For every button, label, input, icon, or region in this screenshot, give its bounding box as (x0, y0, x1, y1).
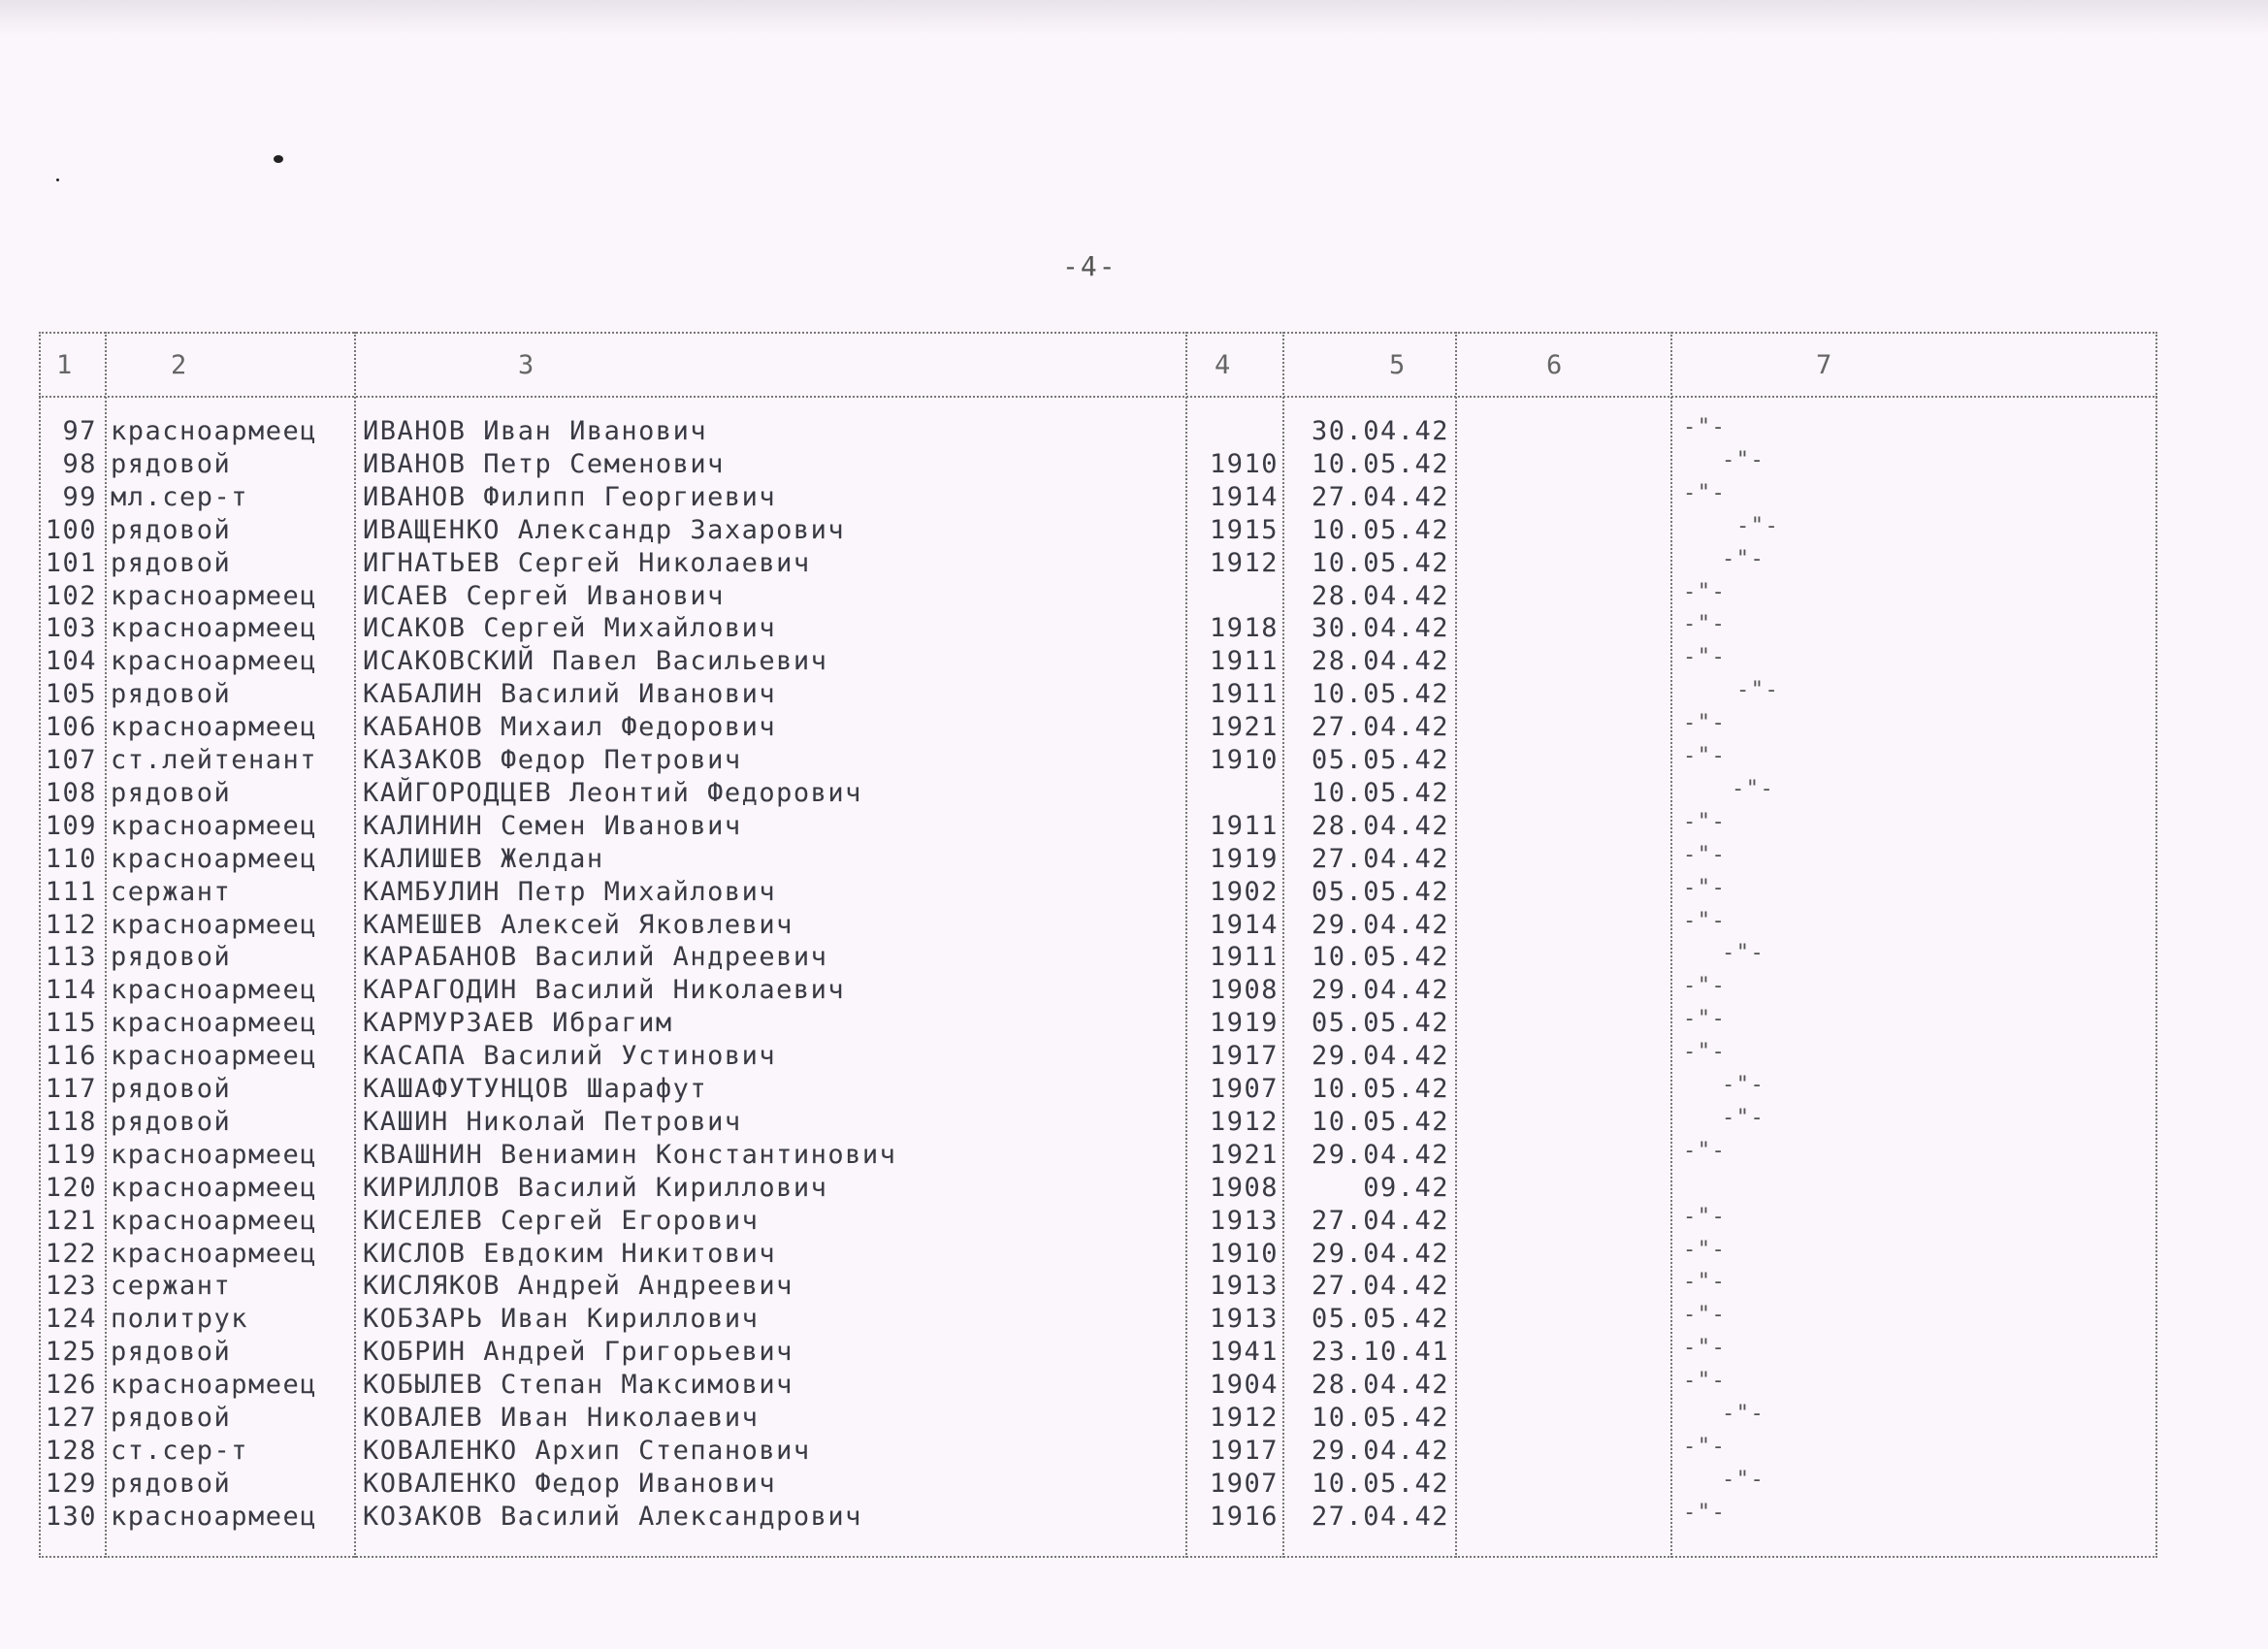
header-col-7: 7 (1816, 350, 1833, 380)
row-number: 124 (45, 1304, 97, 1335)
row-number: 109 (45, 810, 97, 841)
ditto-mark: -"- (1683, 711, 1727, 736)
rank-cell: рядовой (111, 942, 232, 973)
row-number: 116 (45, 1041, 97, 1072)
ditto-mark: -"- (1683, 1007, 1727, 1032)
date-cell: 10.05.42 (1311, 1074, 1449, 1104)
ditto-mark: -"- (1683, 1237, 1727, 1262)
row-number: 103 (45, 613, 97, 644)
column-divider (354, 332, 356, 1558)
row-number: 128 (45, 1435, 97, 1466)
name-cell: КАБАЛИН Василий Иванович (363, 679, 777, 710)
row-number: 111 (45, 876, 97, 907)
birth-year-cell: 1919 (1209, 1008, 1279, 1039)
date-cell: 28.04.42 (1311, 646, 1449, 677)
birth-year-cell: 1912 (1209, 1403, 1279, 1433)
row-number: 127 (45, 1403, 97, 1433)
row-number: 121 (45, 1205, 97, 1236)
birth-year-cell: 1918 (1209, 613, 1279, 644)
name-cell: КАЗАКОВ Федор Петрович (363, 745, 742, 775)
name-cell: КАЛИШЕВ Желдан (363, 843, 604, 874)
ditto-mark: -"- (1683, 480, 1727, 505)
row-number: 102 (45, 580, 97, 611)
date-cell: 27.04.42 (1311, 481, 1449, 512)
date-cell: 27.04.42 (1311, 1205, 1449, 1236)
birth-year-cell: 1914 (1209, 481, 1279, 512)
row-number: 99 (62, 481, 97, 512)
date-cell: 29.04.42 (1311, 1435, 1449, 1466)
rank-cell: красноармеец (111, 1139, 318, 1170)
name-cell: КВАШНИН Вениамин Константинович (363, 1139, 897, 1170)
name-cell: ИСАКОВСКИЙ Павел Васильевич (363, 646, 828, 677)
page-number: -4- (1062, 250, 1118, 282)
name-cell: КАШАФУТУНЦОВ Шарафут (363, 1074, 708, 1104)
column-divider (1282, 332, 1284, 1558)
rank-cell: рядовой (111, 1074, 232, 1104)
date-cell: 10.05.42 (1311, 1106, 1449, 1137)
column-divider (1670, 332, 1672, 1558)
row-number: 123 (45, 1271, 97, 1302)
name-cell: КАЙГОРОДЦЕВ Леонтий Федорович (363, 777, 862, 808)
date-cell: 28.04.42 (1311, 810, 1449, 841)
name-cell: ИВАНОВ Петр Семенович (363, 448, 725, 479)
date-cell: 30.04.42 (1311, 416, 1449, 446)
rank-cell: рядовой (111, 1468, 232, 1499)
date-cell: 28.04.42 (1311, 1370, 1449, 1401)
ditto-mark: -"- (1683, 645, 1727, 670)
rank-cell: красноармеец (111, 1370, 318, 1401)
ditto-mark: -"- (1683, 1204, 1727, 1229)
ditto-mark: -"- (1683, 1303, 1727, 1328)
name-cell: КИСЕЛЕВ Сергей Егорович (363, 1205, 760, 1236)
row-number: 125 (45, 1337, 97, 1368)
row-number: 100 (45, 514, 97, 545)
ditto-mark: -"- (1722, 546, 1766, 571)
ditto-mark: -"- (1722, 1402, 1766, 1426)
birth-year-cell: 1912 (1209, 1106, 1279, 1137)
birth-year-cell: 1913 (1209, 1271, 1279, 1302)
ditto-mark: -"- (1736, 513, 1780, 538)
rank-cell: рядовой (111, 547, 232, 578)
rank-cell: красноармеец (111, 1501, 318, 1532)
date-cell: 27.04.42 (1311, 1271, 1449, 1302)
row-number: 115 (45, 1008, 97, 1039)
date-cell: 29.04.42 (1311, 1139, 1449, 1170)
birth-year-cell: 1916 (1209, 1501, 1279, 1532)
birth-year-cell: 1917 (1209, 1041, 1279, 1072)
name-cell: КАМБУЛИН Петр Михайлович (363, 876, 777, 907)
row-number: 108 (45, 777, 97, 808)
ditto-mark: -"- (1683, 744, 1727, 768)
birth-year-cell: 1911 (1209, 942, 1279, 973)
name-cell: КАБАНОВ Михаил Федорович (363, 712, 777, 743)
header-col-5: 5 (1389, 350, 1407, 380)
name-cell: КИСЛЯКОВ Андрей Андреевич (363, 1271, 794, 1302)
name-cell: КАРАБАНОВ Василий Андреевич (363, 942, 828, 973)
row-number: 112 (45, 909, 97, 940)
birth-year-cell: 1917 (1209, 1435, 1279, 1466)
row-number: 117 (45, 1074, 97, 1104)
row-number: 98 (62, 448, 97, 479)
rank-cell: политрук (111, 1304, 249, 1335)
birth-year-cell: 1912 (1209, 547, 1279, 578)
name-cell: КИРИЛЛОВ Василий Кириллович (363, 1172, 828, 1203)
birth-year-cell: 1921 (1209, 1139, 1279, 1170)
date-cell: 28.04.42 (1311, 580, 1449, 611)
date-cell: 29.04.42 (1311, 909, 1449, 940)
rank-cell: сержант (111, 876, 232, 907)
row-number: 110 (45, 843, 97, 874)
row-number: 107 (45, 745, 97, 775)
ditto-mark: -"- (1683, 842, 1727, 867)
scan-speck (274, 155, 283, 163)
rank-cell: красноармеец (111, 909, 318, 940)
rank-cell: красноармеец (111, 810, 318, 841)
row-number: 113 (45, 942, 97, 973)
birth-year-cell: 1907 (1209, 1468, 1279, 1499)
name-cell: ИГНАТЬЕВ Сергей Николаевич (363, 547, 811, 578)
date-cell: 29.04.42 (1311, 1041, 1449, 1072)
birth-year-cell: 1913 (1209, 1304, 1279, 1335)
row-number: 114 (45, 975, 97, 1006)
scan-top-edge (0, 0, 2268, 35)
date-cell: 05.05.42 (1311, 745, 1449, 775)
date-cell: 10.05.42 (1311, 514, 1449, 545)
date-cell: 30.04.42 (1311, 613, 1449, 644)
ditto-mark: -"- (1683, 809, 1727, 834)
date-cell: 10.05.42 (1311, 448, 1449, 479)
rank-cell: сержант (111, 1271, 232, 1302)
ditto-mark: -"- (1683, 579, 1727, 604)
rank-cell: рядовой (111, 514, 232, 545)
ditto-mark: -"- (1732, 776, 1775, 801)
header-divider (39, 396, 2157, 398)
rank-cell: красноармеец (111, 843, 318, 874)
header-col-1: 1 (56, 350, 74, 380)
rank-cell: рядовой (111, 448, 232, 479)
name-cell: КАЛИНИН Семен Иванович (363, 810, 742, 841)
row-number: 129 (45, 1468, 97, 1499)
name-cell: КОБРИН Андрей Григорьевич (363, 1337, 794, 1368)
name-cell: ИВАЩЕНКО Александр Захарович (363, 514, 846, 545)
header-col-2: 2 (171, 350, 188, 380)
name-cell: КАМЕШЕВ Алексей Яковлевич (363, 909, 794, 940)
name-cell: КОВАЛЕНКО Архип Степанович (363, 1435, 811, 1466)
date-cell: 29.04.42 (1311, 975, 1449, 1006)
ditto-mark: -"- (1683, 1336, 1727, 1361)
birth-year-cell: 1911 (1209, 810, 1279, 841)
name-cell: ИВАНОВ Филипп Георгиевич (363, 481, 777, 512)
row-number: 104 (45, 646, 97, 677)
name-cell: КОБЗАРЬ Иван Кириллович (363, 1304, 760, 1335)
name-cell: КОВАЛЕВ Иван Николаевич (363, 1403, 760, 1433)
ditto-mark: -"- (1683, 1369, 1727, 1394)
name-cell: КАРАГОДИН Василий Николаевич (363, 975, 846, 1006)
rank-cell: рядовой (111, 1106, 232, 1137)
ditto-mark: -"- (1722, 1073, 1766, 1097)
row-number: 118 (45, 1106, 97, 1137)
date-cell: 29.04.42 (1311, 1238, 1449, 1269)
ditto-mark: -"- (1722, 447, 1766, 472)
birth-year-cell: 1910 (1209, 448, 1279, 479)
ditto-mark: -"- (1683, 1138, 1727, 1163)
birth-year-cell: 1904 (1209, 1370, 1279, 1401)
ditto-mark: -"- (1722, 941, 1766, 966)
rank-cell: красноармеец (111, 1041, 318, 1072)
birth-year-cell: 1921 (1209, 712, 1279, 743)
rank-cell: красноармеец (111, 580, 318, 611)
row-number: 101 (45, 547, 97, 578)
birth-year-cell: 1910 (1209, 745, 1279, 775)
birth-year-cell: 1911 (1209, 679, 1279, 710)
row-number: 97 (62, 416, 97, 446)
name-cell: КОБЫЛЕВ Степан Максимович (363, 1370, 794, 1401)
rank-cell: рядовой (111, 777, 232, 808)
date-cell: 27.04.42 (1311, 1501, 1449, 1532)
birth-year-cell: 1911 (1209, 646, 1279, 677)
birth-year-cell: 1908 (1209, 1172, 1279, 1203)
rank-cell: красноармеец (111, 613, 318, 644)
ditto-mark: -"- (1722, 1467, 1766, 1492)
rank-cell: красноармеец (111, 1238, 318, 1269)
date-cell: 10.05.42 (1311, 547, 1449, 578)
date-cell: 09.42 (1363, 1172, 1449, 1203)
birth-year-cell: 1913 (1209, 1205, 1279, 1236)
row-number: 130 (45, 1501, 97, 1532)
column-divider (1455, 332, 1457, 1558)
row-number: 122 (45, 1238, 97, 1269)
ditto-mark: -"- (1683, 415, 1727, 439)
ditto-mark: -"- (1736, 678, 1780, 703)
row-number: 106 (45, 712, 97, 743)
row-number: 105 (45, 679, 97, 710)
birth-year-cell: 1907 (1209, 1074, 1279, 1104)
header-col-4: 4 (1215, 350, 1232, 380)
ditto-mark: -"- (1683, 612, 1727, 637)
row-number: 119 (45, 1139, 97, 1170)
date-cell: 05.05.42 (1311, 1304, 1449, 1335)
date-cell: 10.05.42 (1311, 777, 1449, 808)
rank-cell: красноармеец (111, 646, 318, 677)
rank-cell: ст.сер-т (111, 1435, 249, 1466)
row-number: 120 (45, 1172, 97, 1203)
ditto-mark: -"- (1683, 875, 1727, 900)
row-number: 126 (45, 1370, 97, 1401)
rank-cell: красноармеец (111, 712, 318, 743)
ditto-mark: -"- (1683, 1500, 1727, 1525)
name-cell: КАШИН Николай Петрович (363, 1106, 742, 1137)
date-cell: 10.05.42 (1311, 1468, 1449, 1499)
rank-cell: рядовой (111, 1337, 232, 1368)
birth-year-cell: 1915 (1209, 514, 1279, 545)
date-cell: 27.04.42 (1311, 712, 1449, 743)
rank-cell: красноармеец (111, 1172, 318, 1203)
name-cell: ИВАНОВ Иван Иванович (363, 416, 708, 446)
header-col-3: 3 (518, 350, 535, 380)
ditto-mark: -"- (1683, 1040, 1727, 1065)
name-cell: КИСЛОВ Евдоким Никитович (363, 1238, 777, 1269)
ditto-mark: -"- (1683, 1270, 1727, 1295)
name-cell: КОВАЛЕНКО Федор Иванович (363, 1468, 777, 1499)
rank-cell: красноармеец (111, 1205, 318, 1236)
date-cell: 05.05.42 (1311, 876, 1449, 907)
birth-year-cell: 1919 (1209, 843, 1279, 874)
ditto-mark: -"- (1683, 1434, 1727, 1459)
name-cell: ИСАЕВ Сергей Иванович (363, 580, 725, 611)
ditto-mark: -"- (1683, 908, 1727, 933)
birth-year-cell: 1910 (1209, 1238, 1279, 1269)
ditto-mark: -"- (1722, 1105, 1766, 1130)
birth-year-cell: 1914 (1209, 909, 1279, 940)
name-cell: КАСАПА Василий Устинович (363, 1041, 777, 1072)
date-cell: 05.05.42 (1311, 1008, 1449, 1039)
date-cell: 10.05.42 (1311, 942, 1449, 973)
rank-cell: рядовой (111, 679, 232, 710)
date-cell: 23.10.41 (1311, 1337, 1449, 1368)
date-cell: 27.04.42 (1311, 843, 1449, 874)
name-cell: КАРМУРЗАЕВ Ибрагим (363, 1008, 673, 1039)
column-divider (1185, 332, 1187, 1558)
birth-year-cell: 1941 (1209, 1337, 1279, 1368)
birth-year-cell: 1902 (1209, 876, 1279, 907)
date-cell: 10.05.42 (1311, 679, 1449, 710)
birth-year-cell: 1908 (1209, 975, 1279, 1006)
ditto-mark: -"- (1683, 974, 1727, 999)
rank-cell: мл.сер-т (111, 481, 249, 512)
name-cell: КОЗАКОВ Василий Александрович (363, 1501, 862, 1532)
rank-cell: рядовой (111, 1403, 232, 1433)
rank-cell: красноармеец (111, 975, 318, 1006)
scan-speck (56, 178, 59, 181)
rank-cell: красноармеец (111, 1008, 318, 1039)
header-col-6: 6 (1546, 350, 1564, 380)
rank-cell: красноармеец (111, 416, 318, 446)
date-cell: 10.05.42 (1311, 1403, 1449, 1433)
name-cell: ИСАКОВ Сергей Михайлович (363, 613, 777, 644)
column-divider (105, 332, 107, 1558)
rank-cell: ст.лейтенант (111, 745, 318, 775)
